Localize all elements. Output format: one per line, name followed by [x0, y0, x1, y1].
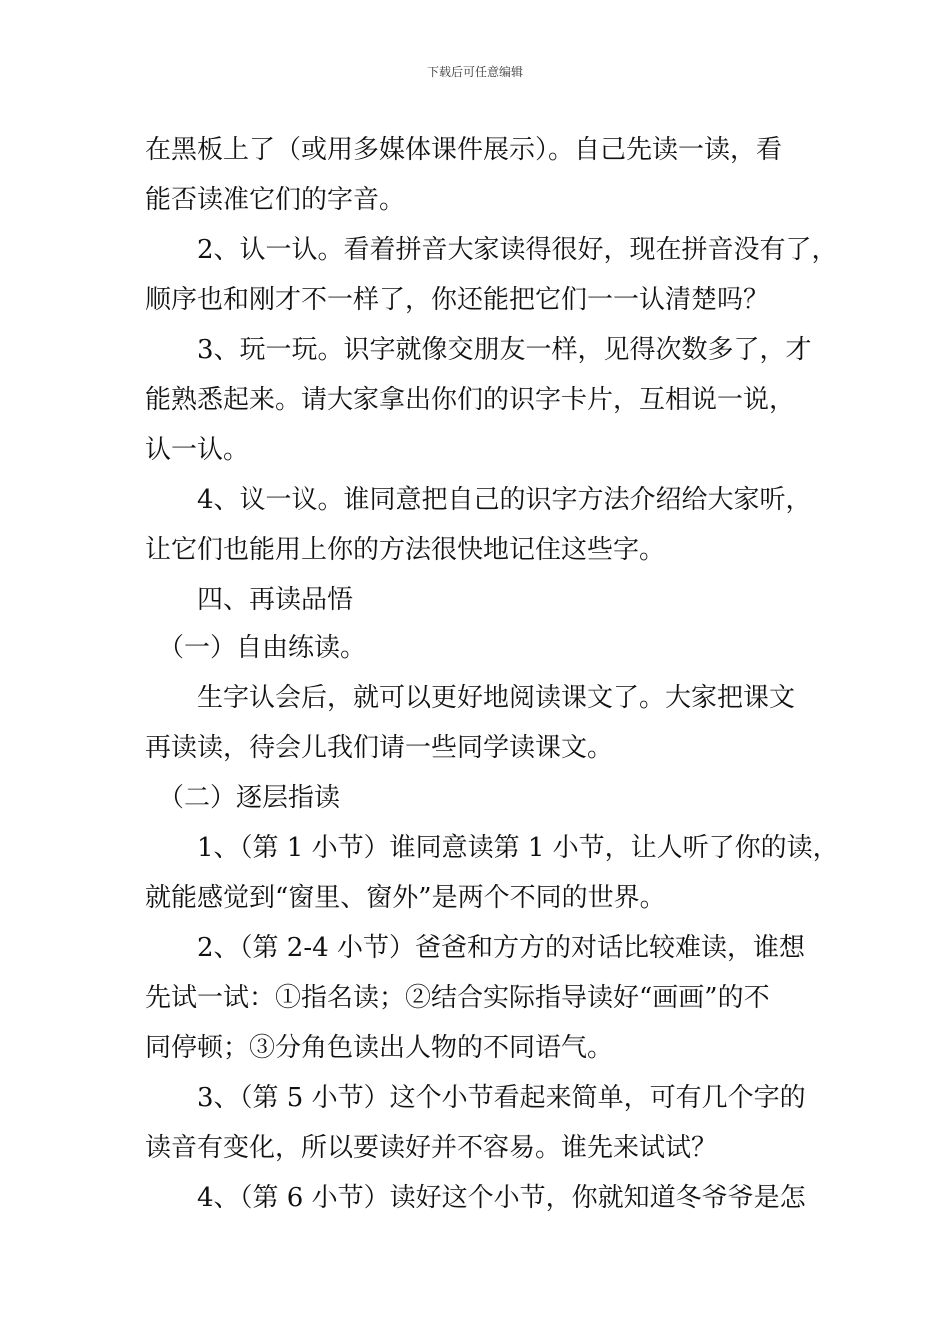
body-line: 生字认会后，就可以更好地阅读课文了。大家把课文 [145, 683, 796, 713]
body-line: 能熟悉起来。请大家拿出你们的识字卡片，互相说一说， [145, 385, 796, 415]
body-line: 先试一试：①指名读；②结合实际指导读好“画画”的不 [145, 983, 770, 1013]
body-line: 2、（第 2-4 小节）爸爸和方方的对话比较难读，谁想 [145, 933, 805, 963]
body-line: 同停顿；③分角色读出人物的不同语气。 [145, 1033, 614, 1063]
body-line: 1、（第 1 小节）谁同意读第 1 小节，让人听了你的读， [145, 833, 839, 863]
body-line: 3、（第 5 小节）这个小节看起来简单，可有几个字的 [145, 1083, 806, 1113]
subsection-heading: （二）逐层指读 [145, 783, 341, 813]
body-line: 顺序也和刚才不一样了，你还能把它们一一认清楚吗？ [145, 285, 770, 315]
page-header: 下载后可任意编辑 [426, 65, 523, 79]
body-line: 3、玩一玩。识字就像交朋友一样，见得次数多了，才 [145, 335, 812, 365]
body-line: 读音有变化，所以要读好并不容易。谁先来试试？ [145, 1133, 718, 1163]
body-line: 能否读准它们的字音。 [145, 185, 406, 215]
body-line: 2、认一认。看着拼音大家读得很好，现在拼音没有了， [145, 235, 838, 265]
section-heading: 四、再读品悟 [145, 585, 354, 615]
body-line: 4、（第 6 小节）读好这个小节，你就知道冬爷爷是怎 [145, 1183, 806, 1213]
body-line: 让它们也能用上你的方法很快地记住这些字。 [145, 535, 666, 565]
body-line: 再读读，待会儿我们请一些同学读课文。 [145, 733, 614, 763]
body-line: 在黑板上了（或用多媒体课件展示）。自己先读一读，看 [145, 135, 783, 165]
body-line: 就能感觉到“窗里、窗外”是两个不同的世界。 [145, 883, 666, 913]
subsection-heading: （一）自由练读。 [145, 633, 367, 663]
body-line: 认一认。 [145, 435, 250, 465]
body-line: 4、议一议。谁同意把自己的识字方法介绍给大家听， [145, 485, 812, 515]
